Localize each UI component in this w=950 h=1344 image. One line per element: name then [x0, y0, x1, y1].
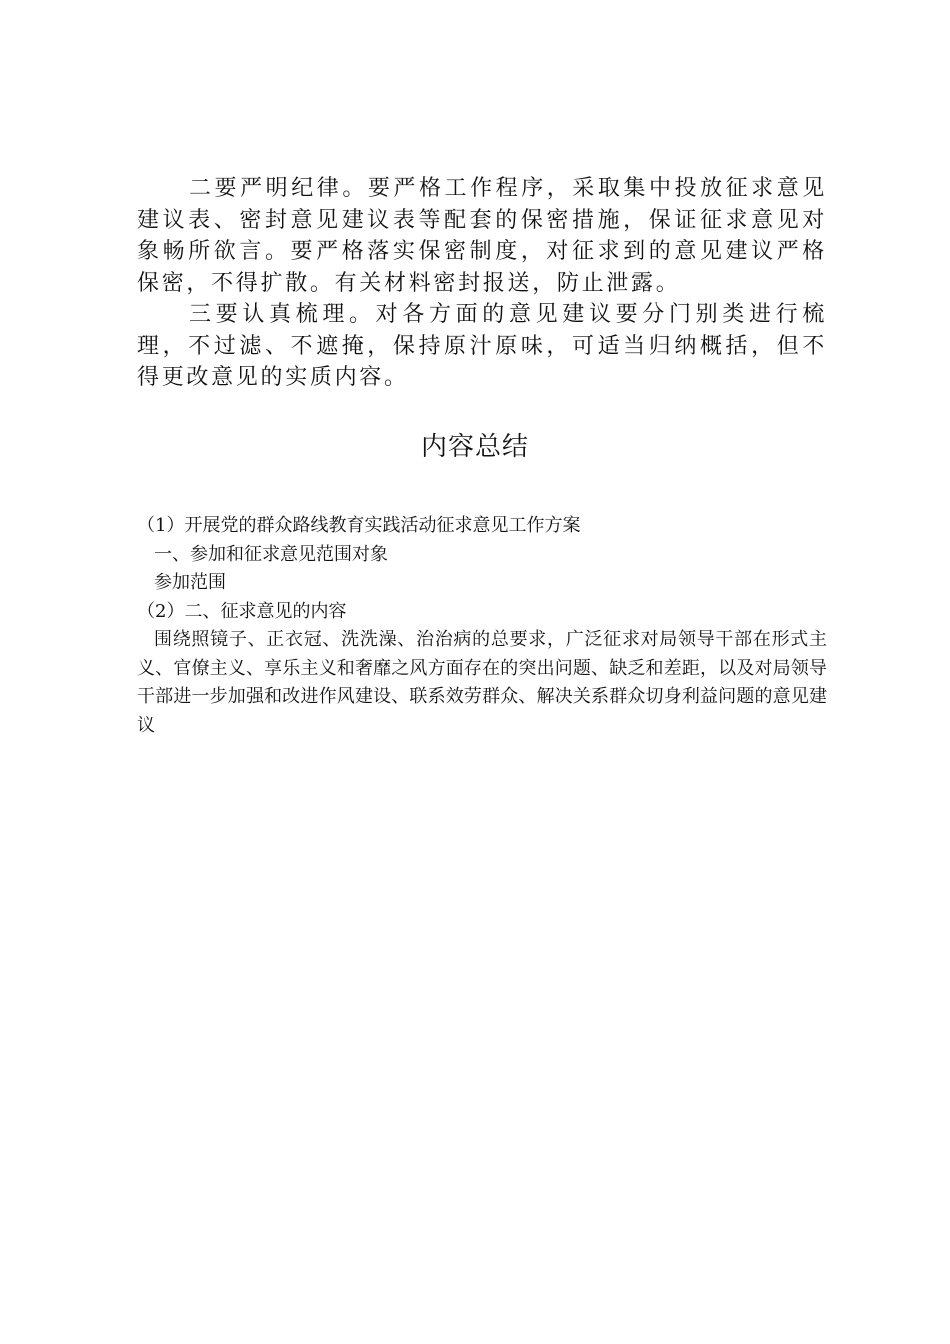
summary-item-1-sub-1: 一、参加和征求意见范围对象	[154, 543, 388, 565]
summary-item-2-body: 围绕照镜子、正衣冠、洗洗澡、治治病的总要求，广泛征求对局领导干部在形式主义、官僚主义、享乐主义和奢靡之风方面存在的突出问题、缺乏和差距，以及对局领导干部进一步加强和改进作风建设、联系效劳群众、解决关系群众切身利益问题的意见建议	[137, 629, 827, 736]
summary-item-1: （1）开展党的群众路线教育实践活动征求意见工作方案	[137, 515, 581, 536]
summary-item-1-sub-2: 参加范围	[154, 572, 226, 593]
summary-item-2: （2）二、征求意见的内容	[137, 600, 347, 622]
summary-title: 内容总结	[420, 432, 529, 462]
body-text	[137, 173, 827, 394]
paragraph-review: 三要认真梳理。对各方面的意见建议要分门别类进行梳理，不过滤、不遮掩，保持原汁原味，可适当归纳概括，但不得更改意见的实质内容。	[137, 302, 827, 390]
paragraph-discipline: 二要严明纪律。要严格工作程序，采取集中投放征求意见建议表、密封意见建议表等配套的保密措施，保证征求意见对象畅所欲言。要严格落实保密制度，对征求到的意见建议严格保密，不得扩散。有关材料密封报送，防止泄露。	[137, 176, 827, 296]
summary-section	[137, 512, 827, 740]
